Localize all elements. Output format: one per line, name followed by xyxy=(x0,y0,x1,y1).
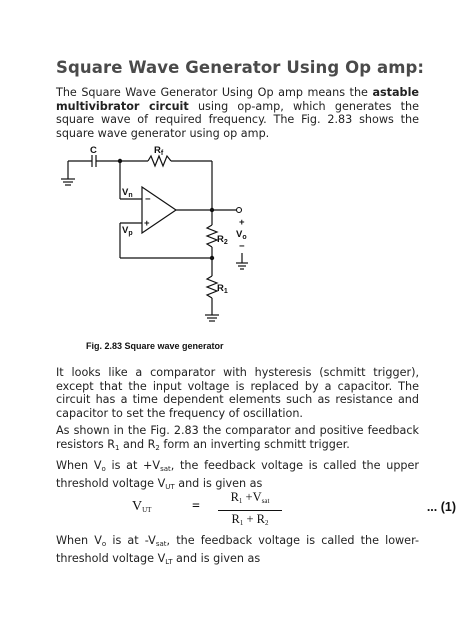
paragraph-upper-threshold: When $V_o$ is at $+V_{sat}$, the feedback voltage is called the upper threshold voltage $V_{UT}$ and is given as xyxy=(56,459,420,491)
equation-denominator: $R_1 + R_2$ xyxy=(231,512,269,527)
intro-paragraph xyxy=(56,86,419,140)
upper-threshold-equation xyxy=(56,490,456,526)
r1-label: $R_1$ xyxy=(217,283,228,295)
fraction-bar xyxy=(218,510,282,511)
intro-text-1: The Square Wave Generator Using Op amp means the xyxy=(56,86,373,99)
paragraph-schmitt-trigger: As shown in the Fig. 2.83 the comparator and positive feedback resistors $R_1$ and $R_2$ form an inverting schmitt trigger. xyxy=(56,424,419,452)
vo-minus-sign: − xyxy=(239,241,245,252)
paragraph-comparator: It looks like a comparator with hysteresis (schmitt trigger), except that the input voltage is replaced by a capacitor. The circuit has a time dependent elements such as resistance and capacitor to set the frequency of oscillation. xyxy=(56,366,419,420)
equation-numerator: $R_1 +V_{sat}$ xyxy=(230,490,270,505)
intro-text-2: using op-amp, which generates the square wave of required frequency. The Fig. 2.83 shows the square wave generator using op amp. xyxy=(56,99,419,140)
equation-lhs: $V_{UT}$ xyxy=(132,499,152,514)
vo-plus-sign: + xyxy=(239,217,245,228)
rf-label: $R_f$ xyxy=(154,145,164,157)
circuit-diagram xyxy=(56,143,256,338)
r2-label: $R_2$ xyxy=(217,234,228,246)
figure-caption: Fig. 2.83 Square wave generator xyxy=(86,341,224,351)
noninverting-input-sign: + xyxy=(144,218,150,229)
vn-label: $V_n$ xyxy=(122,187,133,199)
inverting-input-sign: − xyxy=(145,194,151,205)
page-title: Square Wave Generator Using Op amp: xyxy=(56,58,425,77)
capacitor-label: C xyxy=(90,145,97,156)
equation-number: ... (1) xyxy=(426,500,456,514)
equation-fraction xyxy=(218,490,282,531)
paragraph-lower-threshold: When $V_o$ is at $-V_{sat}$, the feedback voltage is called the lower-threshold voltage $V_{LT}$ and is given as xyxy=(56,534,419,566)
vo-label: $V_o$ xyxy=(236,229,247,241)
intro-bold-term: astable multivibrator circuit xyxy=(56,86,419,113)
equation-equals: = xyxy=(192,499,200,514)
vp-label: $V_p$ xyxy=(122,225,133,237)
